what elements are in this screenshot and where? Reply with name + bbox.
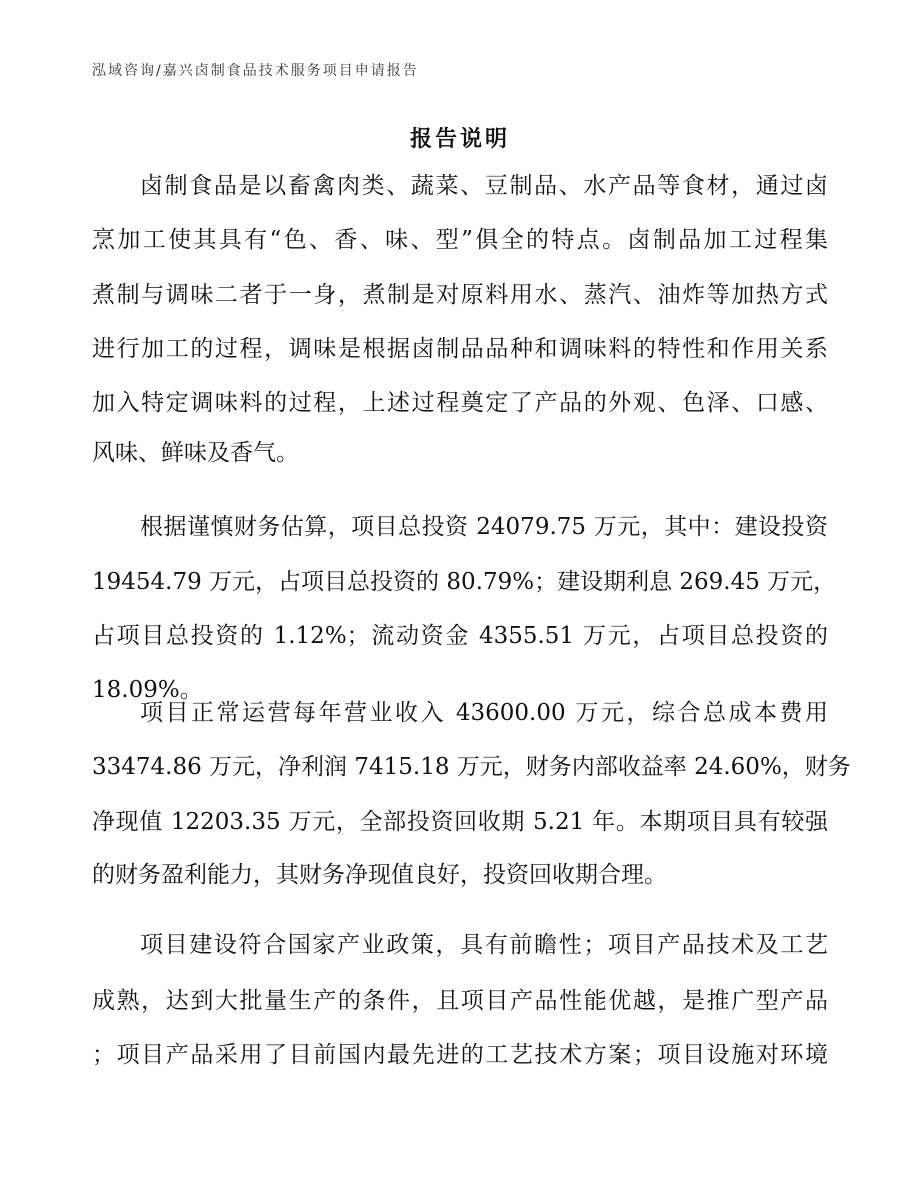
text-line: 煮制与调味二者于一身，煮制是对原料用水、蒸汽、油炸等加热方式 xyxy=(92,282,828,308)
text-line: 19454.79 万元，占项目总投资的 80.79%；建设期利息 269.45 万元， xyxy=(92,569,837,595)
text-line: 净现值 12203.35 万元，全部投资回收期 5.21 年。本期项目具有较强 xyxy=(92,809,828,835)
text-line: 进行加工的过程，调味是根据卤制品品种和调味料的特性和作用关系 xyxy=(92,336,828,362)
text-line: 的财务盈利能力，其财务净现值良好，投资回收期合理。 xyxy=(92,862,667,888)
text-line: 加入特定调味料的过程，上述过程奠定了产品的外观、色泽、口感、 xyxy=(92,390,828,416)
text-line: 根据谨慎财务估算，项目总投资 24079.75 万元，其中：建设投资 xyxy=(140,514,828,540)
text-line: 18.09%。 xyxy=(92,677,203,703)
section-title: 报告说明 xyxy=(409,126,510,152)
text-line: 占项目总投资的 1.12%；流动资金 4355.51 万元，占项目总投资的 xyxy=(92,623,828,649)
text-line: 成熟，达到大批量生产的条件，且项目产品性能优越，是推广型产品 xyxy=(92,988,828,1014)
text-line: 项目建设符合国家产业政策，具有前瞻性；项目产品技术及工艺 xyxy=(140,932,828,958)
running-header: 泓域咨询/嘉兴卤制食品技术服务项目申请报告 xyxy=(92,63,419,79)
text-line: 风味、鲜味及香气。 xyxy=(92,440,299,466)
text-line: ；项目产品采用了目前国内最先进的工艺技术方案；项目设施对环境 xyxy=(92,1042,828,1068)
text-line: 33474.86 万元，净利润 7415.18 万元，财务内部收益率 24.60%，财务 xyxy=(92,754,851,780)
text-line: 烹加工使其具有“色、香、味、型”俱全的特点。卤制品加工过程集 xyxy=(92,227,828,253)
text-line: 卤制食品是以畜禽肉类、蔬菜、豆制品、水产品等食材，通过卤 xyxy=(140,173,828,199)
text-line: 项目正常运营每年营业收入 43600.00 万元，综合总成本费用 xyxy=(140,700,828,726)
